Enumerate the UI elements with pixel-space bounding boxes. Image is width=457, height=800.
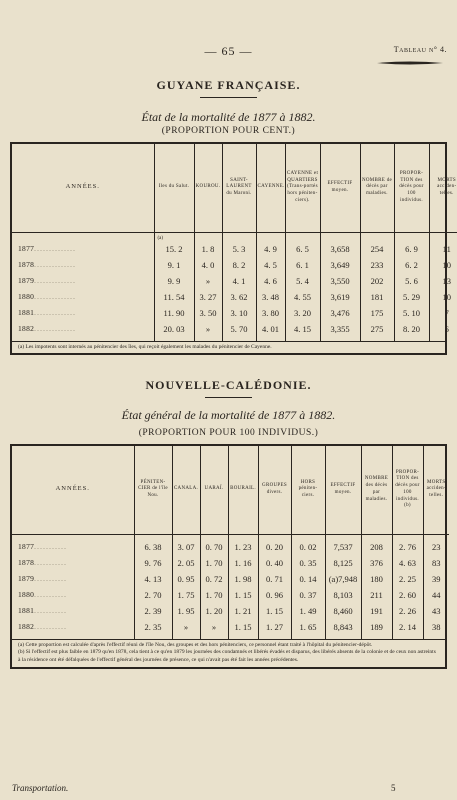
table-cell: 0. 70 xyxy=(200,539,228,555)
table-cell: 20. 03 xyxy=(154,321,194,337)
table-cell: 3. 80 xyxy=(256,305,285,321)
table-cell: 1. 65 xyxy=(291,619,325,635)
table-cell: 208 xyxy=(361,539,392,555)
table-cell: 5. 70 xyxy=(222,321,256,337)
table-cell: 2. 25 xyxy=(392,571,423,587)
table-cell: 1. 75 xyxy=(172,587,200,603)
table-row: 1880........... 2. 70 1. 75 1. 70 1. 15 0. 96 0. 37 8,103 211 2. 60 44 xyxy=(12,587,449,603)
table-cell: 15. 2 xyxy=(154,241,194,257)
table-cell: 2. 35 xyxy=(134,619,172,635)
table-cell: 0. 14 xyxy=(291,571,325,587)
table-cell: 3. 27 xyxy=(194,289,222,305)
table-cell: 254 xyxy=(360,241,394,257)
table-cell: 3. 20 xyxy=(285,305,320,321)
table-cell: 3,355 xyxy=(320,321,360,337)
table-cell: 3,550 xyxy=(320,273,360,289)
table-cell: 1. 23 xyxy=(228,539,258,555)
table-cell: 5. 4 xyxy=(285,273,320,289)
year-label: 1881 xyxy=(18,308,35,317)
table-cell: 202 xyxy=(360,273,394,289)
year-label: 1877 xyxy=(18,542,35,551)
column-header: SAINT-LAURENT du Maroni. xyxy=(222,144,256,232)
table-cell: 8,125 xyxy=(325,555,361,571)
table-cell: 9. 1 xyxy=(154,257,194,273)
column-header: GROUPES divers. xyxy=(258,446,291,534)
table-cell: » xyxy=(194,273,222,289)
table-cell: 2. 26 xyxy=(392,603,423,619)
table-cell: 4. 6 xyxy=(256,273,285,289)
table-cell: 175 xyxy=(360,305,394,321)
table-cell: 0. 40 xyxy=(258,555,291,571)
table-cell: 23 xyxy=(432,541,441,552)
year-label: 1881 xyxy=(18,606,35,615)
caledonie-heading: NOUVELLE-CALÉDONIE. xyxy=(145,378,312,392)
table-cell: 2. 14 xyxy=(392,619,423,635)
caledonie-subtitle: (PROPORTION POUR 100 INDIVIDUS.) xyxy=(138,428,319,438)
table-cell: 1. 70 xyxy=(200,587,228,603)
table-cell: » xyxy=(194,321,222,337)
table-cell: 1. 15 xyxy=(228,587,258,603)
table-cell: 7,537 xyxy=(325,539,361,555)
table-cell: 4. 1 xyxy=(222,273,256,289)
caledonie-table xyxy=(10,444,447,669)
guyane-heading: GUYANE FRANÇAISE. xyxy=(156,78,301,92)
table-cell: 8,103 xyxy=(325,587,361,603)
table-row: 1877........... 6. 38 3. 07 0. 70 1. 23 0. 20 0. 02 7,537 208 2. 76 23 xyxy=(12,539,449,555)
table-cell: 8. 20 xyxy=(394,321,429,337)
table-cell: 11. 54 xyxy=(154,289,194,305)
year-label: 1879 xyxy=(18,574,35,583)
table-cell: 3,649 xyxy=(320,257,360,273)
table-cell: 1. 21 xyxy=(228,603,258,619)
table-row: 1879........... 4. 13 0. 95 0. 72 1. 98 0. 71 0. 14 (a)7,948 180 2. 25 39 xyxy=(12,571,449,587)
divider xyxy=(205,397,252,398)
table-cell: 4. 13 xyxy=(134,571,172,587)
table-cell: 39 xyxy=(432,573,441,584)
table-cell: 2. 60 xyxy=(392,587,423,603)
table-cell: 4. 15 xyxy=(285,321,320,337)
footnote: (a) Cette proportion est calculée d'après l'effectif réuni de l'île Nou, des groupes et des hors pénitenciers, ce personnel étant traité à l'hôpital du pénitencier-dépôt. xyxy=(18,641,373,648)
column-header: NOMBRE de décès par maladies. xyxy=(360,144,394,232)
table-cell: 1. 20 xyxy=(200,603,228,619)
year-label: 1878 xyxy=(18,558,35,567)
table-cell: 4. 55 xyxy=(285,289,320,305)
table-cell: 4. 01 xyxy=(256,321,285,337)
year-label: 1879 xyxy=(18,276,35,285)
table-cell: 3. 50 xyxy=(194,305,222,321)
table-cell: 2. 39 xyxy=(134,603,172,619)
table-cell: 1. 15 xyxy=(258,603,291,619)
footnote: (a) Les impotents sont internés au pénitencier des îles, qui reçoit également les malades du pénitencier de Cayenne. xyxy=(12,341,445,354)
table-cell: 4. 63 xyxy=(392,555,423,571)
footer-signature: 5 xyxy=(391,783,396,793)
column-header: KOUROU. xyxy=(194,144,222,232)
table-cell: 11 xyxy=(442,243,451,254)
table-cell: 3. 48 xyxy=(256,289,285,305)
table-cell: 376 xyxy=(361,555,392,571)
table-cell: 38 xyxy=(432,621,441,632)
column-header: ANNÉES. xyxy=(12,446,134,534)
column-header: Iles du Salut. xyxy=(154,144,194,232)
table-cell: 8,460 xyxy=(325,603,361,619)
column-header: HORS péniten-ciers. xyxy=(291,446,325,534)
year-label: 1877 xyxy=(18,244,35,253)
table-cell: 3. 07 xyxy=(172,539,200,555)
table-cell: 0. 20 xyxy=(258,539,291,555)
table-cell: » xyxy=(200,619,228,635)
table-cell: 11. 90 xyxy=(154,305,194,321)
table-cell: 13 xyxy=(442,275,451,286)
table-cell: 1. 98 xyxy=(228,571,258,587)
table-row: 1877.............. 15. 2 1. 8 5. 3 4. 9 6. 5 3,658 254 6. 9 11 xyxy=(12,241,457,257)
page-number: — 65 — xyxy=(204,44,253,58)
table-cell: 2. 70 xyxy=(134,587,172,603)
table-cell: 1. 27 xyxy=(258,619,291,635)
caledonie-title: État général de la mortalité de 1877 à 1882. xyxy=(121,408,336,422)
table-cell: 6. 5 xyxy=(285,241,320,257)
note-marker: (a) xyxy=(154,232,194,241)
year-label: 1882 xyxy=(18,622,35,631)
table-cell: 6. 2 xyxy=(394,257,429,273)
table-cell: 1. 70 xyxy=(200,555,228,571)
column-header: PÉNITEN-CIER de l'île Nou. xyxy=(134,446,172,534)
table-cell: 9. 9 xyxy=(154,273,194,289)
guyane-subtitle: (PROPORTION POUR CENT.) xyxy=(161,126,296,136)
table-cell: 5. 6 xyxy=(394,273,429,289)
table-cell: 6. 9 xyxy=(394,241,429,257)
table-cell: 10 xyxy=(442,291,451,302)
table-cell: 3,476 xyxy=(320,305,360,321)
table-cell: 3. 10 xyxy=(222,305,256,321)
table-cell: 275 xyxy=(360,321,394,337)
table-cell: 0. 35 xyxy=(291,555,325,571)
table-cell: 83 xyxy=(432,557,441,568)
column-header: PROPOR-TION des décès pour 100 individus. (b) xyxy=(392,446,423,534)
table-cell: 0. 37 xyxy=(291,587,325,603)
table-cell: 6. 38 xyxy=(134,539,172,555)
column-header: MORTS acciden-telles. xyxy=(423,446,449,534)
column-header: PROPOR-TION des décès pour 100 individus. xyxy=(394,144,429,232)
table-cell: 9. 76 xyxy=(134,555,172,571)
table-cell: 6 xyxy=(444,323,449,334)
table-row: 1878........... 9. 76 2. 05 1. 70 1. 16 0. 40 0. 35 8,125 376 4. 63 83 xyxy=(12,555,449,571)
table-cell: 233 xyxy=(360,257,394,273)
year-label: 1880 xyxy=(18,590,35,599)
table-cell: 4. 9 xyxy=(256,241,285,257)
year-label: 1878 xyxy=(18,260,35,269)
column-header: EFFECTIF moyen. xyxy=(325,446,361,534)
footnotes xyxy=(12,639,445,667)
guyane-table xyxy=(10,142,457,355)
table-cell: 211 xyxy=(361,587,392,603)
table-cell: 5. 10 xyxy=(394,305,429,321)
table-row: 1880.............. 11. 54 3. 27 3. 62 3. 48 4. 55 3,619 181 5. 29 10 xyxy=(12,289,457,305)
table-cell: 4. 0 xyxy=(194,257,222,273)
column-header: CAYENNE et QUARTIERS (Trans-portés hors péniten-ciers). xyxy=(285,144,320,232)
table-row: 1882........... 2. 35 » » 1. 15 1. 27 1. 65 8,843 189 2. 14 38 xyxy=(12,619,449,635)
table-row: 1881.............. 11. 90 3. 50 3. 10 3. 80 3. 20 3,476 175 5. 10 7 xyxy=(12,305,457,321)
table-cell: 1. 8 xyxy=(194,241,222,257)
table-cell: 1. 16 xyxy=(228,555,258,571)
column-header: NOMBRE des décès par maladies. xyxy=(361,446,392,534)
table-cell: 5. 29 xyxy=(394,289,429,305)
table-cell: (a)7,948 xyxy=(325,571,361,587)
year-label: 1880 xyxy=(18,292,35,301)
table-row: 1882.............. 20. 03 » 5. 70 4. 01 4. 15 3,355 275 8. 20 6 xyxy=(12,321,457,337)
footer-section-title: Transportation. xyxy=(12,783,69,793)
table-cell: 0. 72 xyxy=(200,571,228,587)
table-cell: 10 xyxy=(442,259,451,270)
table-cell: 1. 95 xyxy=(172,603,200,619)
table-cell: 191 xyxy=(361,603,392,619)
table-cell: 0. 95 xyxy=(172,571,200,587)
table-cell: 6. 1 xyxy=(285,257,320,273)
table-label: Tableau n° 4. xyxy=(393,45,447,54)
table-cell: 8,843 xyxy=(325,619,361,635)
table-cell: 0. 71 xyxy=(258,571,291,587)
column-header: ANNÉES. xyxy=(12,144,154,232)
divider xyxy=(200,97,257,98)
table-cell: 5. 3 xyxy=(222,241,256,257)
table-cell: 0. 96 xyxy=(258,587,291,603)
table-cell: 3,619 xyxy=(320,289,360,305)
table-cell: 4. 5 xyxy=(256,257,285,273)
table-cell: 1. 49 xyxy=(291,603,325,619)
column-header: MORTS acciden-telles. xyxy=(429,144,457,232)
table-cell: 0. 02 xyxy=(291,539,325,555)
ornament-rule xyxy=(375,60,445,66)
table-cell: 2. 05 xyxy=(172,555,200,571)
table-cell: 8. 2 xyxy=(222,257,256,273)
table-cell: 189 xyxy=(361,619,392,635)
table-row: 1879.............. 9. 9 » 4. 1 4. 6 5. 4 3,550 202 5. 6 13 xyxy=(12,273,457,289)
table-cell: 3,658 xyxy=(320,241,360,257)
column-header: EFFECTIF moyen. xyxy=(320,144,360,232)
footnote: (b) Si l'effectif est plus faible en 1879 qu'en 1878, cela tient à ce qu'en 1879 les journées des condamnés et libérés évadés et disparus, des libérés absents de la colonie et de ceux non astreints à la résidence ont été défalquées de l'effectif général des journées de présence, ce qui n'avait pas été fait les années précédentes. xyxy=(18,649,436,663)
table-cell: 2. 76 xyxy=(392,539,423,555)
column-header: CAYENNE. xyxy=(256,144,285,232)
table-cell: 44 xyxy=(432,589,441,600)
guyane-title: État de la mortalité de 1877 à 1882. xyxy=(141,110,316,124)
table-row: 1881........... 2. 39 1. 95 1. 20 1. 21 1. 15 1. 49 8,460 191 2. 26 43 xyxy=(12,603,449,619)
table-cell: 43 xyxy=(432,605,441,616)
column-header: CANALA. xyxy=(172,446,200,534)
table-cell: 181 xyxy=(360,289,394,305)
year-label: 1882 xyxy=(18,324,35,333)
column-header: UARAÏ. xyxy=(200,446,228,534)
table-row: 1878.............. 9. 1 4. 0 8. 2 4. 5 6. 1 3,649 233 6. 2 10 xyxy=(12,257,457,273)
table-cell: 7 xyxy=(444,307,449,318)
table-cell: 1. 15 xyxy=(228,619,258,635)
table-cell: 180 xyxy=(361,571,392,587)
table-cell: » xyxy=(172,619,200,635)
table-cell: 3. 62 xyxy=(222,289,256,305)
column-header: BOURAIL. xyxy=(228,446,258,534)
